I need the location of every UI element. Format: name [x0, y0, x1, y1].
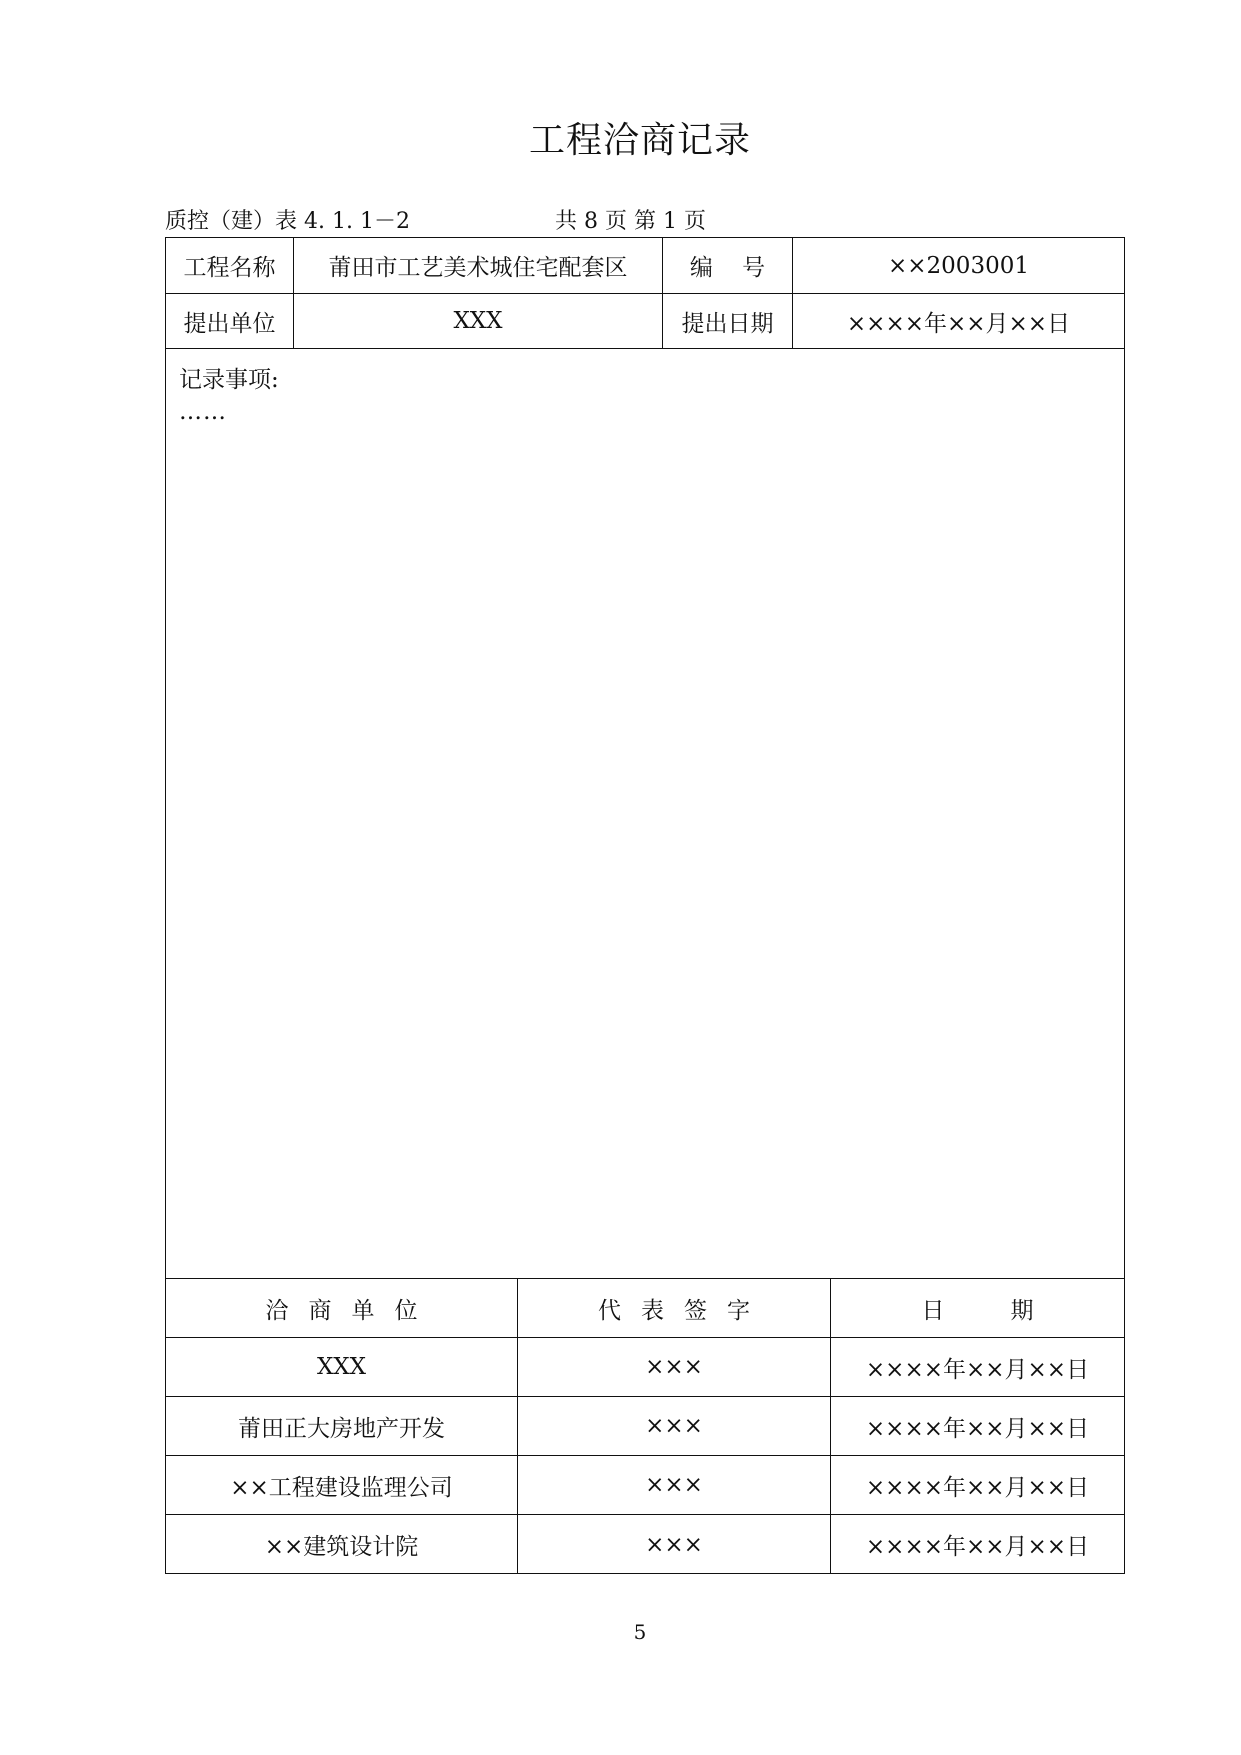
signoff-unit: 莆田正大房地产开发	[166, 1397, 518, 1455]
signoff-date: ××××年××月××日	[865, 1534, 1090, 1560]
page-number: 5	[633, 1620, 647, 1644]
signoff-date: ××××年××月××日	[865, 1474, 1090, 1501]
signoff-unit: ××工程建设监理公司	[166, 1456, 518, 1514]
number-value: ××2003001	[888, 252, 1029, 279]
submitter-value: XXX	[294, 294, 663, 348]
signoff-signature: ×××	[518, 1515, 831, 1574]
signoff-signature: ×××	[518, 1338, 831, 1396]
project-name-label: 工程名称	[166, 238, 294, 293]
header-row-project	[166, 238, 1124, 294]
signoff-row	[166, 1515, 1124, 1574]
signoff-header-row	[166, 1279, 1124, 1338]
signoff-signature: ×××	[518, 1397, 831, 1455]
project-name-value: 莆田市工艺美术城住宅配套区	[294, 238, 663, 293]
submit-date-label: 提出日期	[663, 294, 793, 348]
signoff-header-unit: 洽商单位	[166, 1279, 518, 1337]
notes-content: ……	[179, 399, 227, 425]
form-code: 质控（建）表 4. 1. 1－2	[165, 209, 410, 234]
number-label: 编 号	[663, 238, 793, 293]
signoff-row	[166, 1338, 1124, 1397]
signoff-unit: XXX	[166, 1338, 518, 1396]
signoff-header-date: 日期	[921, 1297, 1100, 1324]
header-row-submitter	[166, 294, 1124, 349]
submitter-label: 提出单位	[166, 294, 294, 348]
submit-date-value: ××××年××月××日	[846, 310, 1071, 337]
record-form-table	[165, 237, 1125, 1574]
signoff-row	[166, 1397, 1124, 1456]
signoff-unit: ××建筑设计院	[166, 1515, 518, 1574]
signoff-header-signature: 代表签字	[518, 1279, 831, 1337]
page-info: 共 8 页 第 1 页	[555, 209, 706, 234]
signoff-table	[166, 1279, 1124, 1574]
signoff-row	[166, 1456, 1124, 1515]
signoff-signature: ×××	[518, 1456, 831, 1514]
notes-label: 记录事项:	[179, 367, 279, 393]
notes-section	[166, 349, 1124, 1279]
signoff-date: ××××年××月××日	[865, 1356, 1090, 1383]
signoff-date: ××××年××月××日	[865, 1415, 1090, 1442]
document-title: 工程洽商记录	[528, 120, 751, 161]
